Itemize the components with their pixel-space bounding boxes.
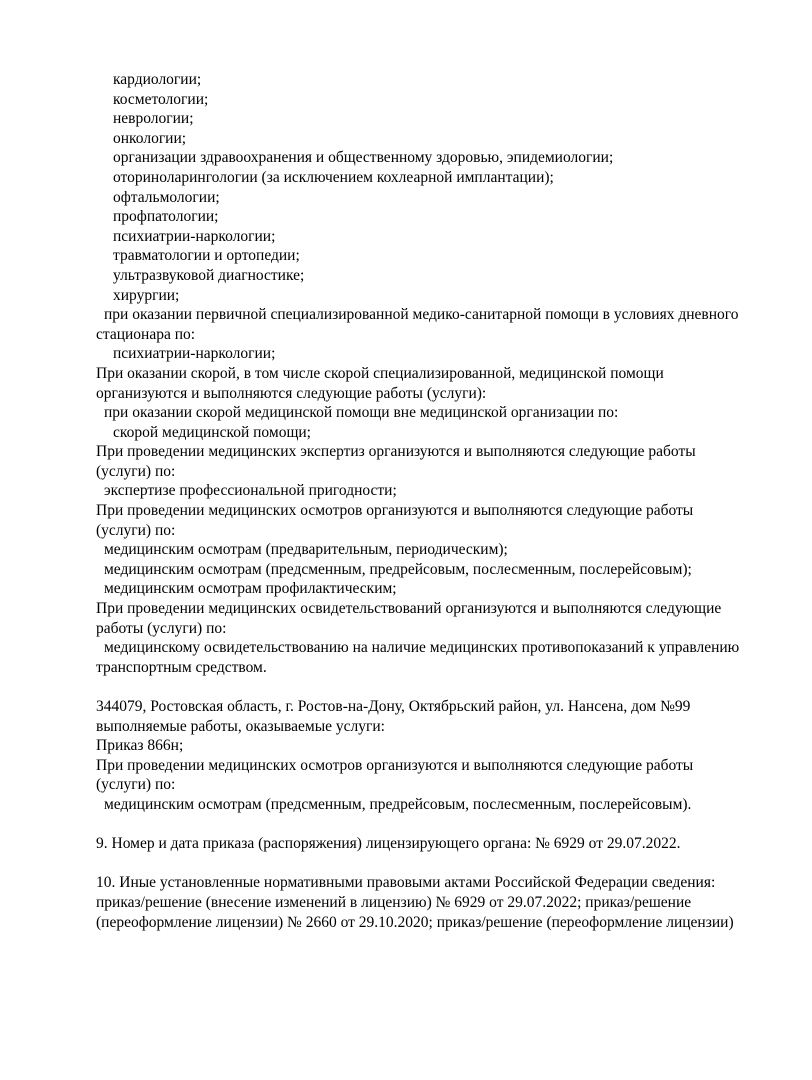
text-line: транспортным средством.	[96, 658, 267, 676]
text-line: организации здравоохранения и общественному здоровью, эпидемиологии;	[113, 149, 614, 167]
text-line: медицинским осмотрам профилактическим;	[104, 580, 397, 598]
text-line: медицинским осмотрам (предсменным, предрейсовым, послесменным, послерейсовым).	[104, 795, 692, 813]
text-line: При оказании скорой, в том числе скорой специализированной, медицинской помощи	[96, 364, 664, 382]
text-line: организуются и выполняются следующие работы (услуги):	[96, 384, 487, 402]
text-line: при оказании скорой медицинской помощи вне медицинской организации по:	[104, 404, 619, 422]
text-line: медицинскому освидетельствованию на наличие медицинских противопоказаний к управлению	[104, 639, 740, 657]
text-line: приказ/решение (внесение изменений в лицензию) № 6929 от 29.07.2022; приказ/решение	[96, 893, 692, 911]
text-line: стационара по:	[96, 325, 196, 343]
text-line: При проведении медицинских экспертиз организуются и выполняются следующие работы	[96, 443, 696, 461]
text-line: При проведении медицинских осмотров организуются и выполняются следующие работы	[96, 502, 694, 520]
text-line: офтальмологии;	[113, 188, 220, 206]
text-line: скорой медицинской помощи;	[113, 423, 311, 441]
text-line: При проведении медицинских освидетельствований организуются и выполняются следующие	[96, 600, 722, 618]
text-line: экспертизе профессиональной пригодности;	[104, 482, 397, 500]
blank-line	[0, 677, 812, 697]
text-line: профпатологии;	[113, 208, 219, 226]
text-line: онкологии;	[113, 129, 187, 147]
text-line: косметологии;	[113, 90, 209, 108]
text-line: кардиологии;	[113, 71, 202, 88]
license-text-block	[0, 70, 812, 932]
text-line: (переоформление лицензии) № 2660 от 29.10.2020; приказ/решение (переоформление лицензии)	[96, 913, 734, 931]
text-line: неврологии;	[113, 110, 194, 128]
text-line: При проведении медицинских осмотров организуются и выполняются следующие работы	[96, 756, 694, 774]
text-line: психиатрии-наркологии;	[113, 227, 276, 245]
text-line: Приказ 866н;	[96, 737, 184, 755]
blank-line	[0, 854, 812, 874]
text-line: медицинским осмотрам (предварительным, периодическим);	[104, 541, 508, 559]
text-line: работы (услуги) по:	[96, 619, 227, 637]
text-line: 9. Номер и дата приказа (распоряжения) лицензирующего органа: № 6929 от 29.07.2022.	[96, 835, 681, 853]
text-line: 344079, Ростовская область, г. Ростов-на-Дону, Октябрьский район, ул. Нансена, дом №99	[96, 698, 691, 715]
text-line: (услуги) по:	[96, 521, 176, 539]
text-line: хирургии;	[113, 286, 180, 304]
text-line: травматологии и ортопедии;	[113, 247, 300, 265]
text-line: (услуги) по:	[96, 462, 176, 480]
text-line: медицинским осмотрам (предсменным, предрейсовым, послесменным, послерейсовым);	[104, 560, 692, 578]
text-line: оториноларингологии (за исключением кохлеарной имплантации);	[113, 168, 554, 186]
blank-line	[0, 815, 812, 835]
text-line: ультразвуковой диагностике;	[113, 266, 305, 284]
text-line: (услуги) по:	[96, 776, 176, 794]
text-line: психиатрии-наркологии;	[113, 345, 276, 363]
text-line: выполняемые работы, оказываемые услуги:	[96, 717, 385, 735]
text-line: 10. Иные установленные нормативными правовыми актами Российской Федерации сведения:	[96, 874, 716, 892]
text-line: при оказании первичной специализированной медико-санитарной помощи в условиях дневного	[104, 306, 739, 324]
